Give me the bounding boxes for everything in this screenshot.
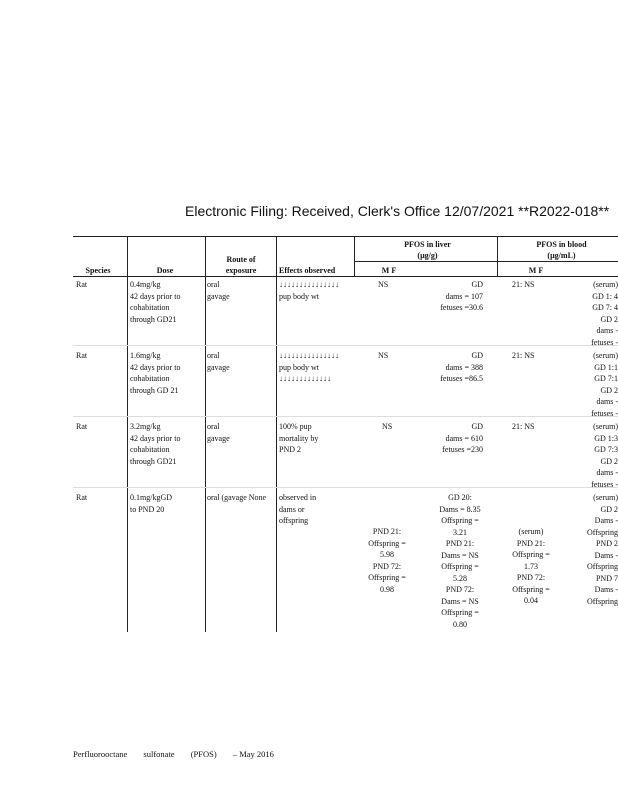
footer-date: – May 2016 bbox=[232, 749, 274, 759]
table-row-1-liver-f: GD dams = 107 fetuses =30.6 bbox=[440, 280, 483, 312]
footer-word-1: Perfluorooctane bbox=[73, 749, 128, 759]
header-species: Species bbox=[85, 266, 111, 275]
table-row-1-route: oral gavage bbox=[207, 280, 230, 301]
table-row-3-route: oral gavage bbox=[207, 422, 230, 443]
col-divider-liver bbox=[354, 236, 355, 276]
page-footer bbox=[73, 749, 288, 759]
table-row-3-species: Rat bbox=[76, 422, 88, 431]
header-effects: Effects observed bbox=[279, 266, 336, 275]
header-dose: Dose bbox=[156, 266, 174, 275]
header-bottom-rule bbox=[73, 276, 618, 277]
header-route: Route of exposure bbox=[225, 255, 257, 275]
table-top-rule bbox=[73, 236, 618, 237]
col-divider-effects bbox=[276, 236, 277, 632]
table-row-2-dose: 1.6mg/kg 42 days prior to cohabitation through GD 21 bbox=[130, 351, 181, 395]
footer-word-2: sulfonate bbox=[143, 749, 175, 759]
table-row-2-liver-m: NS bbox=[378, 351, 389, 360]
table-row-4-effects: observed in dams or offspring bbox=[279, 493, 317, 525]
table-row-1-effects: ↓↓↓↓↓↓↓↓↓↓↓↓↓↓↓ pup body wt bbox=[279, 280, 339, 301]
table-row-4-blood-m: (serum) PND 21: Offspring = 1.73 PND 72: Offspring = 0.04 bbox=[512, 527, 550, 605]
table-row-4-dose: 0.1mg/kgGD to PND 20 bbox=[130, 493, 172, 514]
table-row-1-dose: 0.4mg/kg 42 days prior to cohabitation through GD21 bbox=[130, 280, 181, 324]
col-divider-dose bbox=[127, 236, 128, 632]
filing-stamp: Electronic Filing: Received, Clerk's Office 12/07/2021 **R2022-018** bbox=[185, 203, 610, 219]
table-row-4-species: Rat bbox=[76, 493, 88, 502]
row-divider-2 bbox=[73, 416, 618, 417]
row-divider-3 bbox=[73, 487, 618, 488]
table-row-4-liver-m: PND 21: Offspring = 5.98 PND 72: Offspring = 0.98 bbox=[368, 527, 406, 594]
col-divider-blood bbox=[497, 236, 498, 276]
table-row-1-blood-f: (serum) GD 1: 4 GD 7: 4 GD 2 dams - fetuses - bbox=[591, 280, 618, 347]
pfos-subheader-rule bbox=[354, 261, 618, 262]
table-row-4-route: oral (gavage None bbox=[207, 493, 267, 502]
table-row-4-liver-f: GD 20: Dams = 8.35 Offspring = 3.21 PND 21: Dams = NS Offspring = 5.28 PND 72: Dams = NS Offspring = 0.80 bbox=[439, 493, 481, 629]
table-row-1-liver-m: NS bbox=[378, 280, 389, 289]
header-pfos-liver: PFOS in liver (µg/g) bbox=[404, 240, 451, 260]
table-row-2-effects: ↓↓↓↓↓↓↓↓↓↓↓↓↓↓↓ pup body wt ↓↓↓↓↓↓↓↓↓↓↓↓↓ bbox=[279, 351, 339, 383]
row-divider-1 bbox=[73, 345, 618, 346]
table-row-1-species: Rat bbox=[76, 280, 88, 289]
header-mf-blood: M F bbox=[528, 266, 544, 275]
header-mf-liver: M F bbox=[381, 266, 397, 275]
table-row-3-effects: 100% pup mortality by PND 2 bbox=[279, 422, 319, 454]
table-row-2-species: Rat bbox=[76, 351, 88, 360]
table-row-3-liver-m: NS bbox=[382, 422, 393, 431]
header-pfos-blood: PFOS in blood (µg/mL) bbox=[536, 240, 587, 260]
table-row-2-blood-m: 21: NS bbox=[512, 351, 535, 360]
table-row-2-blood-f: (serum) GD 1:1 GD 7:1 GD 2 dams - fetuses - bbox=[591, 351, 618, 418]
table-row-3-liver-f: GD dams = 610 fetuses =230 bbox=[442, 422, 483, 454]
table-row-2-liver-f: GD dams = 388 fetuses =86.5 bbox=[440, 351, 483, 383]
table-row-3-blood-m: 21: NS bbox=[512, 422, 535, 431]
table-row-3-blood-f: (serum) GD 1:3 GD 7:3 GD 2 dams - fetuses - bbox=[591, 422, 618, 489]
table-row-4-blood-f: (serum) GD 2 Dams - Offspring PND 2 Dams - Offspring PND 7 Dams - Offspring bbox=[587, 493, 618, 606]
table-row-1-blood-m: 21: NS bbox=[512, 280, 535, 289]
col-divider-route bbox=[205, 236, 206, 632]
table-row-2-route: oral gavage bbox=[207, 351, 230, 372]
footer-word-3: (PFOS) bbox=[190, 749, 217, 759]
table-row-3-dose: 3.2mg/kg 42 days prior to cohabitation through GD21 bbox=[130, 422, 181, 466]
